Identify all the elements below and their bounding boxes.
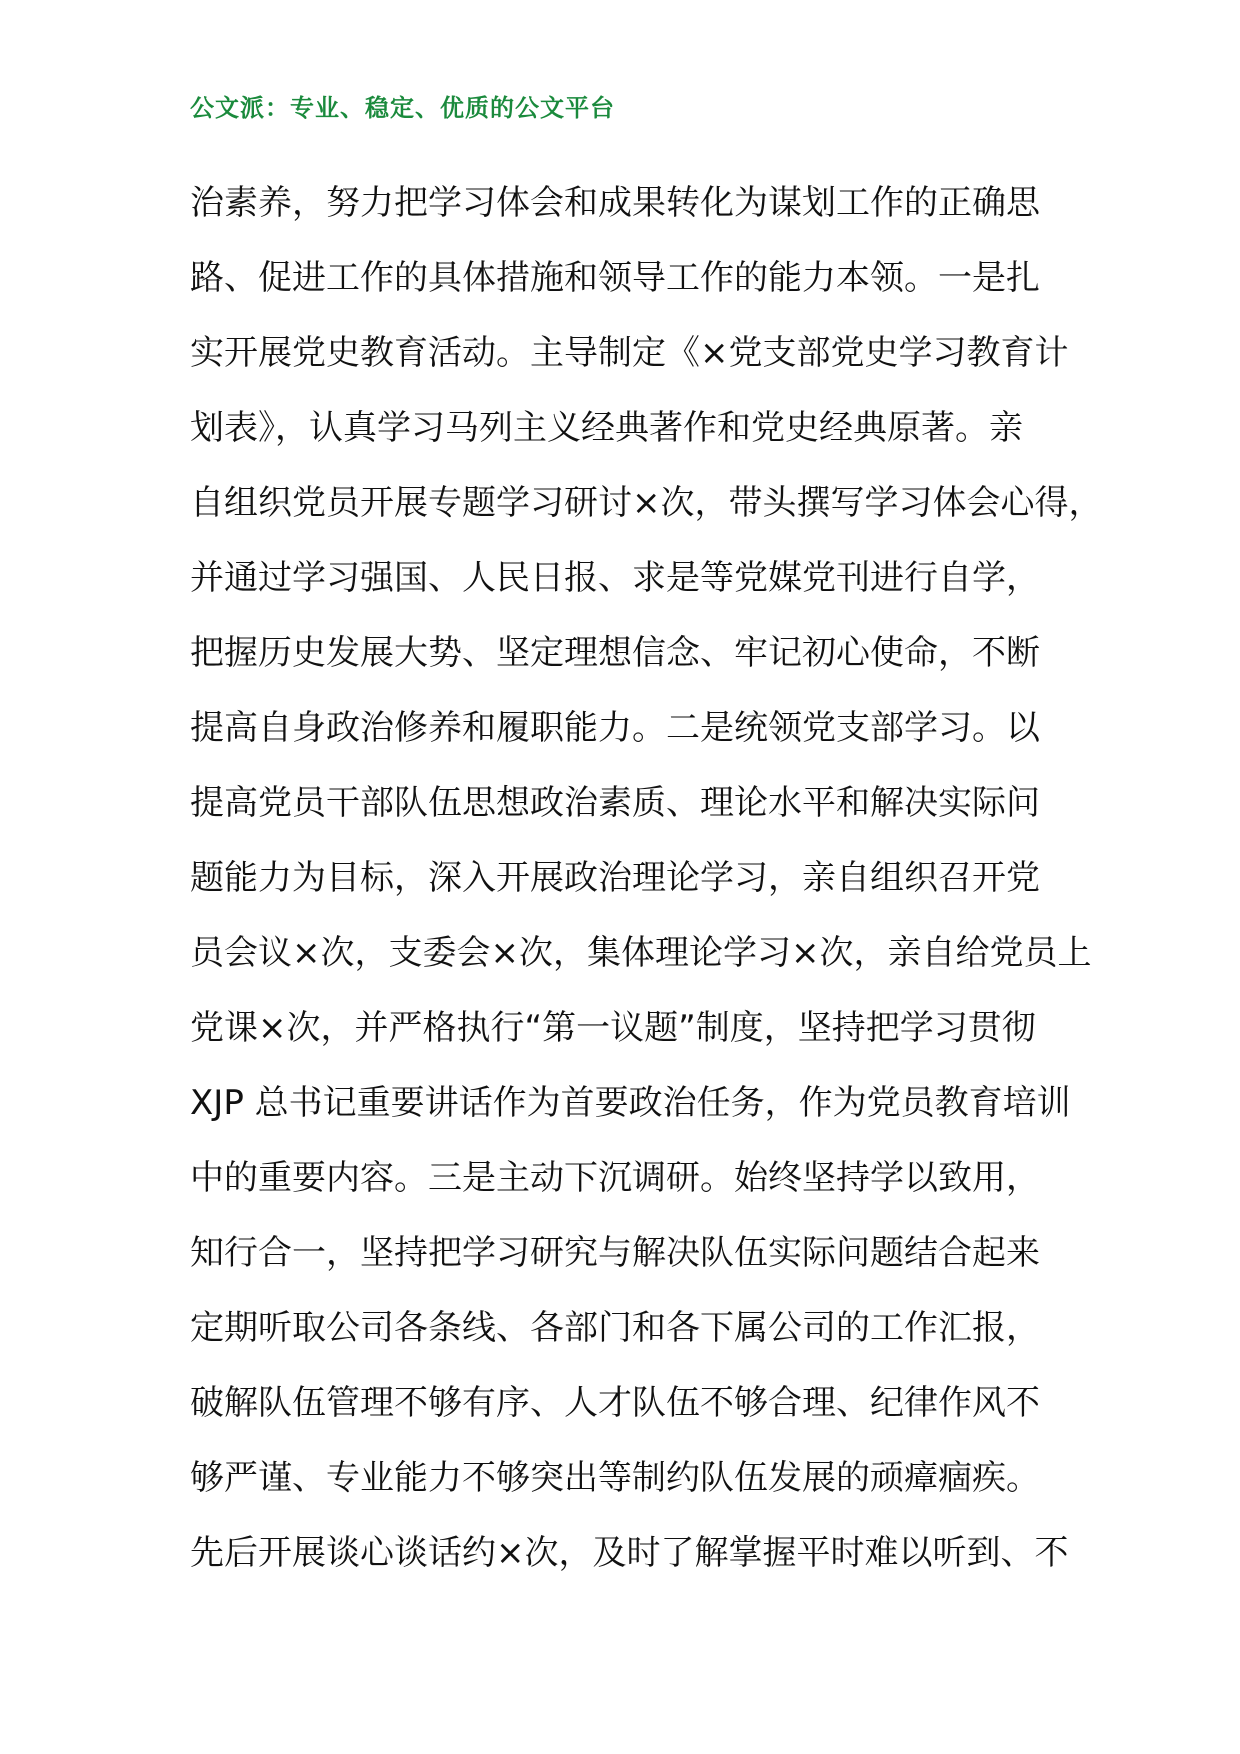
text-line: 知行合一，坚持把学习研究与解决队伍实际问题结合起来 xyxy=(190,1233,1040,1273)
text-line: 提高党员干部队伍思想政治素质、理论水平和解决实际问 xyxy=(190,783,1040,823)
text-line: 把握历史发展大势、坚定理想信念、牢记初心使命，不断 xyxy=(190,633,1040,673)
text-line: 题能力为目标，深入开展政治理论学习，亲自组织召开党 xyxy=(190,858,1040,898)
text-line: 划表》，认真学习马列主义经典著作和党史经典原著。亲 xyxy=(190,408,1023,448)
text-line: 党课×次，并严格执行“第一议题”制度，坚持把学习贯彻 xyxy=(190,1008,1036,1048)
text-line: 够严谨、专业能力不够突出等制约队伍发展的顽瘴痼疾。 xyxy=(190,1458,1040,1498)
text-line: 治素养，努力把学习体会和成果转化为谋划工作的正确思 xyxy=(190,183,1040,223)
text-line: 路、促进工作的具体措施和领导工作的能力本领。一是扎 xyxy=(190,258,1040,298)
text-line: 中的重要内容。三是主动下沉调研。始终坚持学以致用， xyxy=(190,1158,1040,1198)
text-line: 员会议×次，支委会×次，集体理论学习×次，亲自给党员上 xyxy=(190,933,1092,973)
text-line: 定期听取公司各条线、各部门和各下属公司的工作汇报， xyxy=(190,1308,1040,1348)
text-line: 破解队伍管理不够有序、人才队伍不够合理、纪律作风不 xyxy=(190,1383,1040,1423)
text-line: 实开展党史教育活动。主导制定《×党支部党史学习教育计 xyxy=(190,333,1069,373)
text-line: 提高自身政治修养和履职能力。二是统领党支部学习。以 xyxy=(190,708,1040,748)
text-line: 自组织党员开展专题学习研讨×次，带头撰写学习体会心得， xyxy=(190,483,1103,523)
text-line: XJP 总书记重要讲话作为首要政治任务，作为党员教育培训 xyxy=(190,1083,1071,1123)
document-body xyxy=(190,166,1103,1591)
text-line: 先后开展谈心谈话约×次，及时了解掌握平时难以听到、不 xyxy=(190,1533,1069,1573)
page-header: 公文派：专业、稳定、优质的公文平台 xyxy=(190,94,615,122)
text-line: 并通过学习强国、人民日报、求是等党媒党刊进行自学， xyxy=(190,558,1040,598)
